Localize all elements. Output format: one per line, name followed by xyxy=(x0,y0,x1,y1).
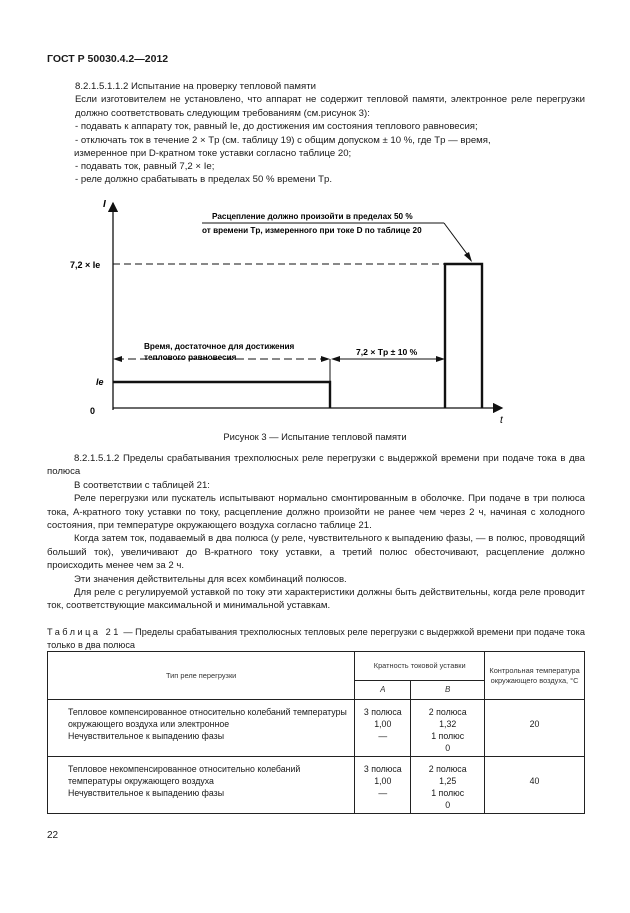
cell-value: 2 полюса xyxy=(428,707,467,717)
origin-label: 0 xyxy=(90,406,96,416)
cell-a xyxy=(355,700,411,757)
page-number: 22 xyxy=(47,830,59,841)
arrow-head xyxy=(113,356,122,362)
table-caption-label: Таблица 21 xyxy=(47,627,121,637)
equilibrium-label-2: теплового равновесия xyxy=(144,353,237,362)
cell-a xyxy=(355,757,411,814)
paragraph-continuation xyxy=(47,147,585,160)
table-row xyxy=(48,700,585,757)
type-text: Тепловое компенсированное относительно колебаний температуры окружающего воздуха или электронное xyxy=(68,707,347,729)
note-line-1: Расцепление должно произойти в пределах 50 % xyxy=(212,212,413,221)
cell-b xyxy=(411,757,485,814)
list-item: - подавать к аппарату ток, равный Iе, до достижения им состояния теплового равновесия; xyxy=(75,121,478,133)
paragraph: Когда затем ток, подаваемый в два полюса (у реле, чувствительного к выпадению фазы, — в полюс, проводящий больший ток), увеличивают до B-кратного току уставки, а третий полюс обесточивают, расцепление должно происходить менее чем за 2 ч. xyxy=(47,533,585,572)
thermal-memory-figure xyxy=(60,195,530,425)
list-item: - отключать ток в течение 2 × Tp (см. таблицу 19) с общим допуском ± 10 %, где Tp — время, xyxy=(75,134,491,146)
paragraph: Если изготовителем не установлено, что аппарат не содержит тепловой памяти, электронное реле перегрузки должно соответствовать следующим требованиям (см.рисунок 3): xyxy=(75,94,585,119)
list-item: - реле должно срабатывать в пределах 50 % времени Tp. xyxy=(75,174,333,186)
cell-temperature: 20 xyxy=(485,700,585,757)
document-header: ГОСТ Р 50030.4.2—2012 xyxy=(47,53,169,65)
equilibrium-label-1: Время, достаточное для достижения xyxy=(144,342,295,351)
section-title: 8.2.1.5.1.1.2 Испытание на проверку тепловой памяти xyxy=(75,81,316,92)
level-low-label: Iе xyxy=(96,377,104,387)
list-continuation xyxy=(75,160,585,187)
figure-caption: Рисунок 3 — Испытание тепловой памяти xyxy=(223,431,407,442)
y-axis-label: I xyxy=(103,199,106,210)
cell-value: 1 полюс xyxy=(431,788,465,798)
cell-value: 0 xyxy=(445,800,451,810)
cell-value: 3 полюса xyxy=(363,707,402,717)
cell-value: 2 полюса xyxy=(428,764,467,774)
cell-temperature: 40 xyxy=(485,757,585,814)
section-thermal-memory xyxy=(75,80,585,147)
x-axis-label: t xyxy=(500,415,503,425)
cell-value: — xyxy=(378,788,388,798)
paragraph: Эти значения действительны для всех комбинаций полюсов. xyxy=(74,573,347,585)
list-item: - подавать ток, равный 7,2 × Iе; xyxy=(75,161,215,172)
note-arrow-head xyxy=(464,252,472,262)
test-current-pulse xyxy=(445,264,482,408)
section-two-pole-limits xyxy=(47,452,585,613)
col-header-temperature: Контрольная температура окружающего воздуха, °C xyxy=(485,652,585,700)
table-caption xyxy=(47,626,585,651)
col-header-b: B xyxy=(411,681,485,700)
arrow-head xyxy=(331,356,340,362)
cell-b xyxy=(411,700,485,757)
type-subtext: Нечувствительное к выпадению фазы xyxy=(68,731,225,741)
cell-value: 1,00 xyxy=(374,719,392,729)
note-leader xyxy=(444,223,470,258)
paragraph: измеренное при D-кратном токе уставки согласно таблице 20; xyxy=(74,148,352,159)
off-interval-label: 7,2 × Tp ± 10 % xyxy=(356,347,418,357)
arrow-head xyxy=(321,356,330,362)
cell-type xyxy=(48,700,355,757)
paragraph: Реле перегрузки или пускатель испытывают нормально смонтированным в оболочке. При подаче в три полюса тока, A-кратного току уставки по току, расцепление должно произойти не ранее чем через 2 ч, начиная с холодного состояния, при температуре окружающего воздуха согласно таблице 21. xyxy=(47,493,585,532)
type-subtext: Нечувствительное к выпадению фазы xyxy=(68,788,225,798)
col-header-type: Тип реле перегрузки xyxy=(48,652,355,700)
cell-value: 0 xyxy=(445,743,451,753)
cell-value: 1,00 xyxy=(374,776,392,786)
table-header-row xyxy=(48,652,585,681)
cell-value: 3 полюса xyxy=(363,764,402,774)
trip-limits-table xyxy=(47,651,585,814)
table-row xyxy=(48,757,585,814)
cell-value: — xyxy=(378,731,388,741)
cell-value: 1,25 xyxy=(439,776,457,786)
col-header-ratio: Кратность токовой уставки xyxy=(355,652,485,681)
paragraph: В соответствии с таблицей 21: xyxy=(74,479,210,491)
table-caption-text: — Пределы срабатывания трехполюсных тепловых реле перегрузки с выдержкой времени при подаче тока только в два полюса xyxy=(47,627,586,650)
note-line-2: от времени Tp, измеренного при токе D по таблице 20 xyxy=(202,226,422,235)
paragraph: Для реле с регулируемой уставкой по току эти характеристики должны быть действительны, когда реле проводит ток, соответствующие максимальной и минимальной уставкам. xyxy=(47,587,585,612)
arrow-head xyxy=(436,356,445,362)
level-high-label: 7,2 × Iе xyxy=(70,260,101,270)
col-header-a: A xyxy=(355,681,411,700)
cell-value: 1 полюс xyxy=(431,731,465,741)
cell-type xyxy=(48,757,355,814)
equilibrium-current xyxy=(113,382,330,408)
section-title: 8.2.1.5.1.2 Пределы срабатывания трехполюсных реле перегрузки с выдержкой времени при подаче тока в два полюса xyxy=(47,453,585,478)
type-text: Тепловое некомпенсированное относительно колебаний температуры окружающего воздуха xyxy=(68,764,301,786)
cell-value: 1,32 xyxy=(439,719,457,729)
